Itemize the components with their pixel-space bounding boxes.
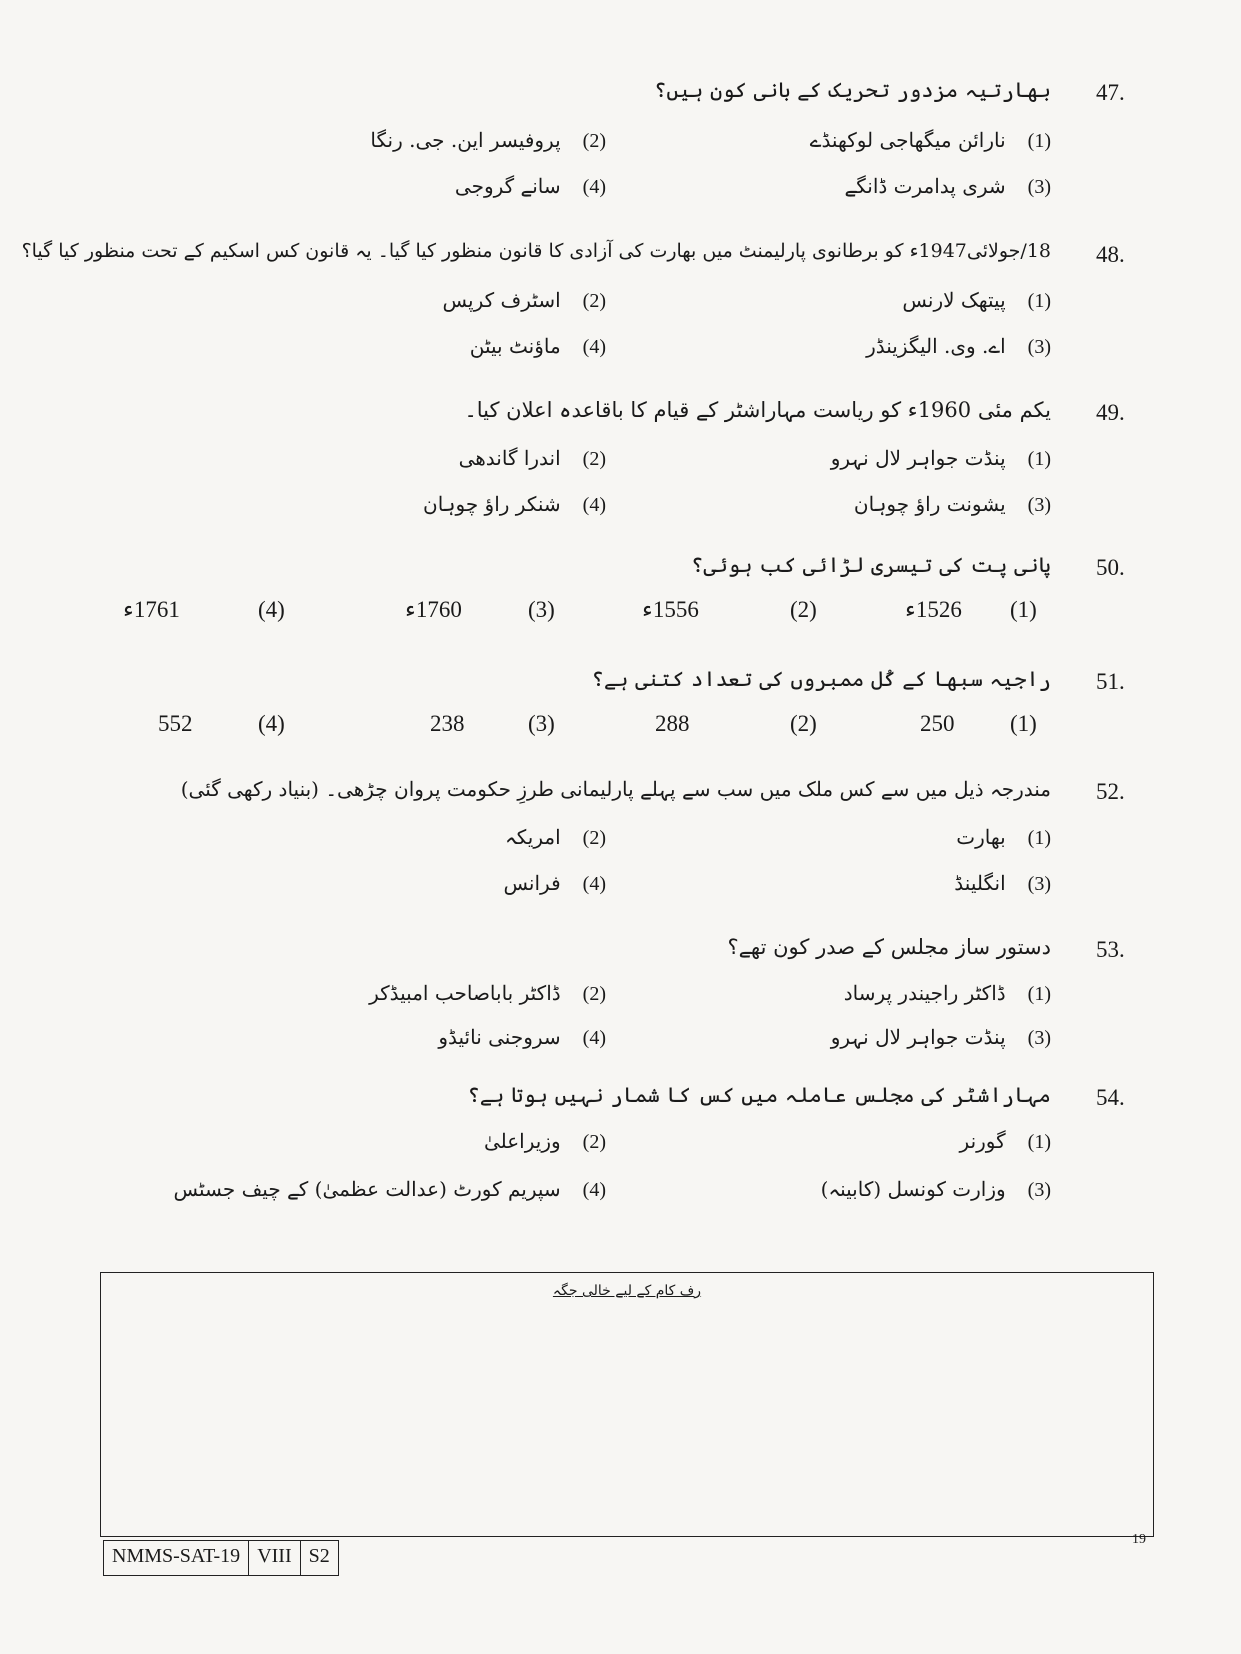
question-number: 47. (1096, 80, 1125, 105)
set-code: S2 (308, 1545, 330, 1567)
rough-work-box (100, 1272, 1154, 1537)
question-text: مہاراشٹر کی مجلس عاملہ میں کس کا شمار نہیں ہوتا ہے؟ (467, 1083, 1051, 1107)
option: (4)فرانس (503, 871, 606, 895)
option: (4)شنکر راؤ چوہان (423, 492, 606, 516)
page-number: 19 (1132, 1532, 1146, 1547)
option-number: (1) (1010, 711, 1037, 736)
option: (1)پنڈت جواہر لال نہرو (830, 446, 1051, 470)
option: (2)پروفیسر این. جی. رنگا (370, 128, 606, 152)
option-number: (3) (528, 597, 555, 622)
class-code: VIII (249, 1541, 300, 1575)
rough-work-label: رف کام کے لیے خالی جگہ (552, 1283, 702, 1299)
option-value: 1760ء (405, 597, 462, 622)
question-number: 49. (1096, 400, 1125, 425)
option-value: 238 (430, 711, 465, 736)
option: (1)نارائن میگھاجی لوکھنڈے (809, 128, 1051, 152)
option-value: 1556ء (642, 597, 699, 622)
option-number: (1) (1010, 597, 1037, 622)
question-text: پانی پت کی تیسری لڑائی کب ہوئی؟ (691, 553, 1051, 577)
question-number: 54. (1096, 1085, 1125, 1110)
option: (4)ماؤنٹ بیٹن (469, 334, 606, 358)
option: (3)پنڈت جواہر لال نہرو (830, 1025, 1051, 1049)
option: (4)سروجنی نائیڈو (438, 1025, 606, 1049)
option: (3)شری پدامرت ڈانگے (844, 174, 1051, 198)
option-number: (2) (790, 711, 817, 736)
option: (1)ڈاکٹر راجیندر پرساد (843, 981, 1051, 1005)
option: (4)سپریم کورٹ (عدالت عظمیٰ) کے چیف جسٹس (173, 1177, 606, 1201)
option: (2)وزیراعلیٰ (483, 1129, 606, 1153)
question-text: راجیہ سبھا کے کُل ممبروں کی تعداد کتنی ہے؟ (591, 667, 1051, 691)
option: (3)انگلینڈ (954, 871, 1051, 895)
question-number: 51. (1096, 669, 1125, 694)
option-value: 250 (920, 711, 955, 736)
paper-code: NMMS-SAT-19 (104, 1541, 249, 1575)
question-text: دستور ساز مجلس کے صدر کون تھے؟ (727, 935, 1051, 959)
paper-code-box (103, 1540, 339, 1576)
option: (1)بھارت (956, 825, 1051, 849)
option: (4)سانے گروجی (454, 174, 606, 198)
question-text: 18/جولائی1947ء کو برطانوی پارلیمنٹ میں بھارت کی آزادی کا قانون منظور کیا گیا۔ یہ قانون کس اسکیم کے تحت منظور کیا گیا؟ (21, 240, 1051, 262)
question-number: 52. (1096, 779, 1125, 804)
question-text: بھارتیہ مزدور تحریک کے بانی کون ہیں؟ (654, 78, 1051, 102)
option: (1)گورنر (959, 1129, 1051, 1153)
option: (3)یشونت راؤ چوہان (853, 492, 1051, 516)
option-value: 552 (158, 711, 193, 736)
question-text: یکم مئی 1960ء کو ریاست مہاراشٹر کے قیام کا باقاعدہ اعلان کیا۔ (464, 398, 1051, 422)
question-number: 50. (1096, 555, 1125, 580)
option-number: (4) (258, 711, 285, 736)
option: (2)اسٹرف کرپس (442, 288, 606, 312)
option: (2)اندرا گاندھی (458, 446, 606, 470)
option-number: (4) (258, 597, 285, 622)
option-number: (2) (790, 597, 817, 622)
option-value: 288 (655, 711, 690, 736)
question-text: مندرجہ ذیل میں سے کس ملک میں سب سے پہلے پارلیمانی طرزِ حکومت پروان چڑھی۔ (بنیاد رکھی گئی) (180, 777, 1051, 801)
option: (3)اے. وی. الیگزینڈر (866, 334, 1051, 358)
option: (3)وزارت کونسل (کابینہ) (820, 1177, 1051, 1201)
question-number: 53. (1096, 937, 1125, 962)
option: (2)ڈاکٹر باباصاحب امبیڈکر (369, 981, 606, 1005)
option-value: 1761ء (123, 597, 180, 622)
option-number: (3) (528, 711, 555, 736)
option: (2)امریکہ (505, 825, 606, 849)
option-value: 1526ء (905, 597, 962, 622)
question-number: 48. (1096, 242, 1125, 267)
option: (1)پیتھک لارنس (902, 288, 1051, 312)
